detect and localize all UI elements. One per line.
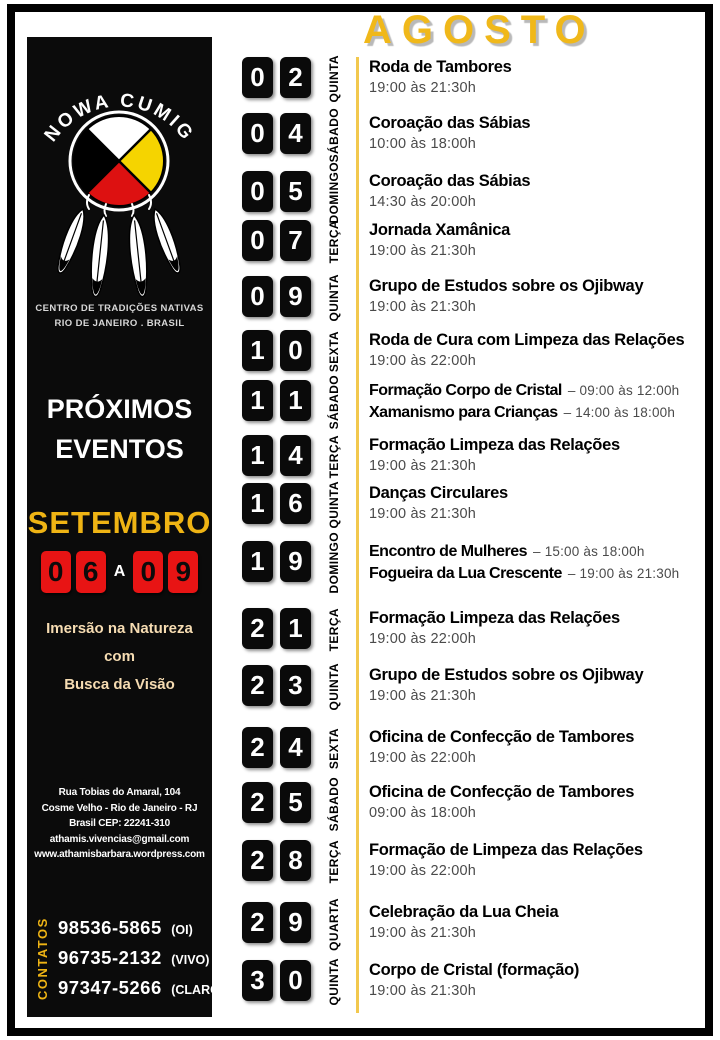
event-time: 09:00 às 18:00h [369, 805, 477, 821]
event-row [242, 727, 634, 771]
weekday [311, 435, 357, 479]
event-time: 19:00 às 22:00h [369, 631, 477, 647]
event-details [369, 220, 510, 262]
date-tiles [242, 902, 311, 943]
date-digit-tile: 5 [280, 782, 311, 823]
address-line: Rua Tobias do Amaral, 104 [58, 787, 181, 798]
date-digit-tile: 3 [242, 960, 273, 1001]
weekday-label: TERÇA [327, 608, 341, 652]
weekday [311, 897, 357, 951]
event-details [369, 380, 679, 424]
event-row [242, 960, 579, 1004]
date-digit-tile: 0 [242, 57, 273, 98]
date-digit-tile: 2 [242, 902, 273, 943]
weekday [311, 840, 357, 884]
event-title: Oficina de Confecção de Tambores [369, 783, 635, 801]
event-details [369, 330, 684, 372]
medicine-wheel-logo [32, 43, 207, 298]
event-row [242, 483, 508, 527]
date-tiles [242, 483, 311, 524]
weekday [311, 960, 357, 1004]
next-events-heading [27, 389, 212, 469]
september-event-description [27, 615, 212, 699]
date-digit-tile: 0 [242, 276, 273, 317]
website-text: www.athamisbarbara.wordpress.com [34, 849, 205, 860]
date-tiles [242, 220, 311, 261]
weekday-label: SÁBADO [327, 107, 341, 163]
date-tiles [242, 113, 311, 154]
date-digit-tile: 0 [133, 551, 163, 593]
date-tiles [242, 840, 311, 881]
date-tiles [242, 782, 311, 823]
weekday-label: SÁBADO [327, 374, 341, 430]
date-digit-tile: 0 [280, 960, 311, 1001]
event-title: Celebração da Lua Cheia [369, 903, 559, 921]
event-details [369, 608, 620, 650]
weekday-label: SEXTA [327, 728, 341, 770]
email-text: athamis.vivencias@gmail.com [49, 833, 190, 845]
event-time: 19:00 às 21:30h [369, 688, 477, 704]
date-digit-tile: 4 [280, 727, 311, 768]
event-title: Formação de Limpeza das Relações [369, 841, 643, 859]
event-row [242, 532, 680, 594]
event-time: 19:00 às 21:30h [369, 458, 477, 474]
event-time: 19:00 às 21:30h [369, 243, 477, 259]
weekday [311, 276, 357, 320]
date-digit-tile: 1 [242, 380, 273, 421]
event-row [242, 57, 512, 101]
date-digit-tile: 1 [280, 380, 311, 421]
date-digit-tile: 9 [280, 902, 311, 943]
weekday [311, 107, 357, 163]
date-digit-tile: 6 [76, 551, 106, 593]
event-row [242, 608, 620, 652]
event-time: 19:00 às 22:00h [369, 863, 477, 879]
date-digit-tile: 8 [280, 840, 311, 881]
date-tiles [242, 380, 311, 421]
event-time: 19:00 às 21:30h [369, 983, 477, 999]
date-digit-tile: 0 [242, 220, 273, 261]
weekday-label: DOMINGO [327, 532, 341, 594]
event-row [242, 840, 643, 884]
description-line: com [104, 648, 135, 665]
event-time: – 09:00 às 12:00h [567, 383, 680, 398]
event-time: 10:00 às 18:00h [369, 136, 477, 152]
date-tiles [242, 57, 311, 98]
event-line [369, 380, 679, 402]
phone-row [58, 974, 224, 1004]
range-connector: A [113, 563, 126, 580]
date-digit-tile: 2 [280, 57, 311, 98]
logo-subtitle-center: CENTRO DE TRADIÇÕES NATIVAS [35, 303, 204, 314]
event-row [242, 276, 643, 320]
event-title: Formação Limpeza das Relações [369, 436, 620, 454]
weekday-label: QUINTA [327, 274, 341, 322]
event-details [369, 57, 512, 99]
weekday [311, 665, 357, 709]
event-details [369, 782, 634, 824]
event-title: Encontro de Mulheres [369, 543, 528, 560]
phone-carrier: (VIVO) [171, 953, 210, 967]
phone-number: 96735-2132 [58, 947, 162, 968]
date-digit-tile: 1 [242, 541, 273, 582]
event-details [369, 840, 643, 882]
logo-subtitle-city: RIO DE JANEIRO . BRASIL [54, 318, 185, 329]
weekday [311, 608, 357, 652]
event-title: Roda de Tambores [369, 58, 512, 76]
date-tiles [242, 276, 311, 317]
event-details [369, 727, 634, 769]
logo-title: NOWA CUMIG [40, 90, 199, 146]
description-line: Imersão na Natureza [46, 620, 193, 637]
event-title: Formação Corpo de Cristal [369, 382, 562, 399]
event-title: Xamanismo para Crianças [369, 404, 558, 421]
date-tiles [242, 330, 311, 371]
date-digit-tile: 4 [280, 435, 311, 476]
weekday-label: QUINTA [327, 958, 341, 1006]
address-block [27, 785, 212, 863]
contacts-label: CONTATOS [35, 917, 50, 1001]
medicine-wheel-icon [70, 112, 168, 210]
date-digit-tile: 1 [242, 435, 273, 476]
date-digit-tile: 2 [242, 840, 273, 881]
event-row [242, 374, 680, 430]
event-time: – 15:00 às 18:00h [533, 544, 645, 559]
event-title: Jornada Xamânica [369, 221, 511, 239]
weekday [311, 374, 357, 430]
event-details [369, 960, 579, 1002]
event-time: 19:00 às 22:00h [369, 750, 477, 766]
event-time: 19:00 às 22:00h [369, 353, 477, 369]
date-tiles [242, 608, 311, 649]
event-time: – 14:00 às 18:00h [563, 405, 676, 420]
date-digit-tile: 0 [280, 330, 311, 371]
event-time: 19:00 às 21:30h [369, 299, 477, 315]
september-date-range [27, 550, 212, 594]
event-title: Roda de Cura com Limpeza das Relações [369, 331, 685, 349]
date-digit-tile: 2 [242, 727, 273, 768]
event-details [369, 171, 530, 213]
event-title: Fogueira da Lua Crescente [369, 565, 562, 582]
phone-row [58, 944, 224, 974]
date-tiles [242, 171, 311, 212]
weekday [311, 532, 357, 594]
weekday-label: SÁBADO [327, 776, 341, 832]
event-time: 19:00 às 21:30h [369, 925, 477, 941]
event-title: Danças Circulares [369, 484, 508, 502]
weekday-label: QUINTA [327, 481, 341, 529]
date-digit-tile: 4 [280, 113, 311, 154]
weekday-label: TERÇA [327, 220, 341, 264]
date-digit-tile: 9 [280, 276, 311, 317]
date-digit-tile: 1 [280, 608, 311, 649]
event-line [369, 541, 679, 563]
date-digit-tile: 6 [280, 483, 311, 524]
date-digit-tile: 0 [41, 551, 71, 593]
phone-carrier: (CLARO) [171, 983, 224, 997]
event-time: 19:00 às 21:30h [369, 506, 477, 522]
weekday [311, 776, 357, 832]
address-line: Cosme Velho - Rio de Janeiro - RJ [41, 802, 198, 814]
phone-number: 97347-5266 [58, 977, 162, 998]
weekday [311, 220, 357, 264]
description-line: Busca da Visão [64, 676, 175, 693]
weekday-label: SEXTA [327, 331, 341, 373]
weekday-label: DOMINGO [327, 162, 341, 224]
contacts-block [35, 905, 224, 1013]
date-tiles [242, 541, 311, 582]
event-details [369, 113, 530, 155]
event-title: Formação Limpeza das Relações [369, 609, 620, 627]
weekday [311, 483, 357, 527]
phone-row [58, 914, 224, 944]
date-digit-tile: 3 [280, 665, 311, 706]
event-row [242, 330, 684, 374]
weekday [311, 727, 357, 771]
phone-number: 98536-5865 [58, 917, 162, 938]
event-row [242, 776, 635, 832]
date-tiles [242, 960, 311, 1001]
date-digit-tile: 2 [242, 665, 273, 706]
date-digit-tile: 9 [280, 541, 311, 582]
weekday [311, 330, 357, 374]
event-title: Grupo de Estudos sobre os Ojibway [369, 277, 644, 295]
events-list [242, 0, 712, 1040]
next-events-line1: PRÓXIMOS [46, 394, 193, 424]
date-digit-tile: 0 [242, 171, 273, 212]
event-row [242, 897, 559, 951]
weekday-label: TERÇA [327, 840, 341, 884]
date-digit-tile: 2 [242, 608, 273, 649]
weekday-label: QUARTA [327, 897, 341, 951]
phone-carrier: (OI) [171, 923, 193, 937]
date-digit-tile: 5 [280, 171, 311, 212]
weekday [311, 57, 357, 101]
event-details [369, 276, 643, 318]
event-title: Coroação das Sábias [369, 114, 531, 132]
event-title: Grupo de Estudos sobre os Ojibway [369, 666, 644, 684]
date-digit-tile: 0 [242, 113, 273, 154]
event-line [369, 563, 679, 585]
event-row [242, 162, 531, 224]
event-row [242, 435, 620, 479]
date-tiles [242, 727, 311, 768]
event-details [369, 902, 558, 944]
date-digit-tile: 7 [280, 220, 311, 261]
weekday-label: TERÇA [327, 435, 341, 479]
date-digit-tile: 1 [242, 483, 273, 524]
event-title: Corpo de Cristal (formação) [369, 961, 580, 979]
event-title: Oficina de Confecção de Tambores [369, 728, 635, 746]
date-digit-tile: 2 [242, 782, 273, 823]
next-events-line2: EVENTOS [55, 434, 184, 464]
weekday-label: QUINTA [327, 663, 341, 711]
sidebar-panel [27, 37, 224, 1017]
event-details [369, 435, 620, 477]
date-digit-tile: 9 [168, 551, 198, 593]
event-time: 19:00 às 21:30h [369, 80, 477, 96]
event-time: – 19:00 às 21:30h [567, 566, 680, 581]
event-details [369, 541, 679, 585]
september-month-label: SETEMBRO [27, 505, 212, 540]
event-time: 14:30 às 20:00h [369, 194, 477, 210]
date-tiles [242, 665, 311, 706]
event-row [242, 665, 643, 709]
phone-list [58, 914, 224, 1004]
date-digit-tile: 1 [242, 330, 273, 371]
event-title: Coroação das Sábias [369, 172, 531, 190]
event-line [369, 402, 679, 424]
month-title: AGOSTO [363, 8, 596, 52]
event-row [242, 220, 510, 264]
event-details [369, 483, 508, 525]
date-tiles [242, 435, 311, 476]
event-details [369, 665, 643, 707]
event-row [242, 107, 531, 163]
address-line: Brasil CEP: 22241-310 [69, 818, 170, 829]
weekday-label: QUINTA [327, 55, 341, 103]
weekday [311, 162, 357, 224]
